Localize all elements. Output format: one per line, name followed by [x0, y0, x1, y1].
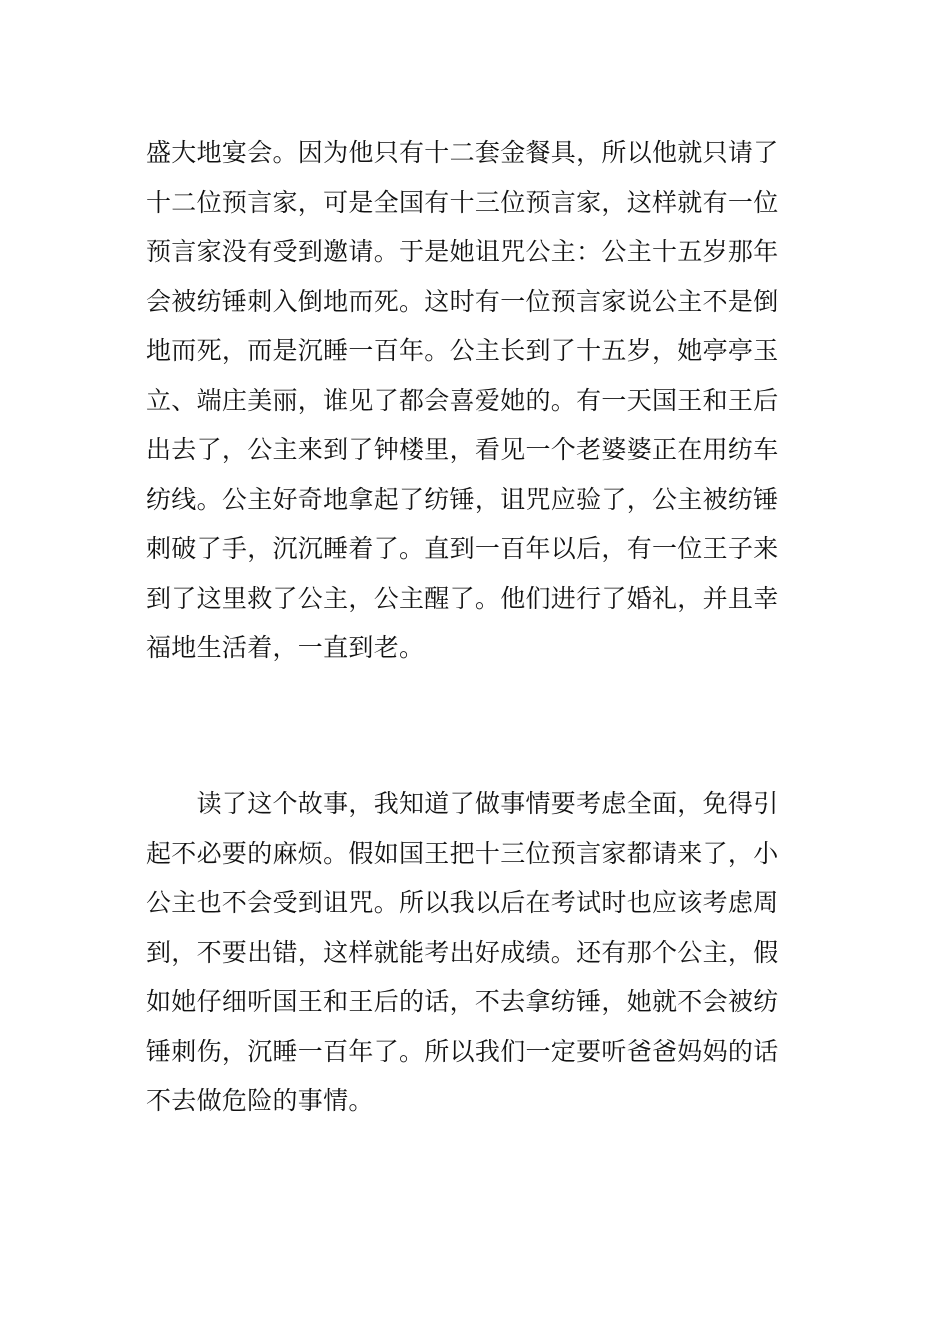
text-line: 锤刺伤，沉睡一百年了。所以我们一定要听爸爸妈妈的话 — [146, 1036, 779, 1066]
reflection-paragraph — [146, 779, 806, 1126]
text-line: 纺线。公主好奇地拿起了纺锤，诅咒应验了，公主被纺锤 — [146, 484, 779, 514]
text-line: 读了这个故事，我知道了做事情要考虑全面，免得引 — [146, 789, 779, 818]
text-line: 预言家没有受到邀请。于是她诅咒公主：公主十五岁那年 — [146, 237, 779, 266]
text-line: 出去了，公主来到了钟楼里，看见一个老婆婆正在用纺车 — [146, 435, 779, 464]
text-line: 十二位预言家，可是全国有十三位预言家，这样就有一位 — [146, 187, 779, 217]
text-line: 立、端庄美丽，谁见了都会喜爱她的。有一天国王和王后 — [146, 385, 779, 415]
text-line: 如她仔细听国王和王后的话，不去拿纺锤，她就不会被纺 — [146, 987, 779, 1016]
text-line: 地而死，而是沉睡一百年。公主长到了十五岁，她亭亭玉 — [146, 336, 779, 365]
text-line: 刺破了手，沉沉睡着了。直到一百年以后，有一位王子来 — [146, 534, 779, 563]
text-line: 盛大地宴会。因为他只有十二套金餐具，所以他就只请了 — [146, 138, 779, 167]
text-line: 到，不要出错，这样就能考出好成绩。还有那个公主，假 — [146, 937, 779, 967]
text-line: 福地生活着，一直到老。 — [146, 633, 425, 662]
text-line: 公主也不会受到诅咒。所以我以后在考试时也应该考虑周 — [146, 888, 779, 917]
text-line: 不去做危险的事情。 — [146, 1086, 374, 1115]
text-line: 起不必要的麻烦。假如国王把十三位预言家都请来了，小 — [146, 838, 779, 868]
text-line: 会被纺锤刺入倒地而死。这时有一位预言家说公主不是倒 — [146, 286, 779, 316]
story-paragraph — [146, 128, 806, 673]
text-line: 到了这里救了公主，公主醒了。他们进行了婚礼，并且幸 — [146, 583, 779, 613]
